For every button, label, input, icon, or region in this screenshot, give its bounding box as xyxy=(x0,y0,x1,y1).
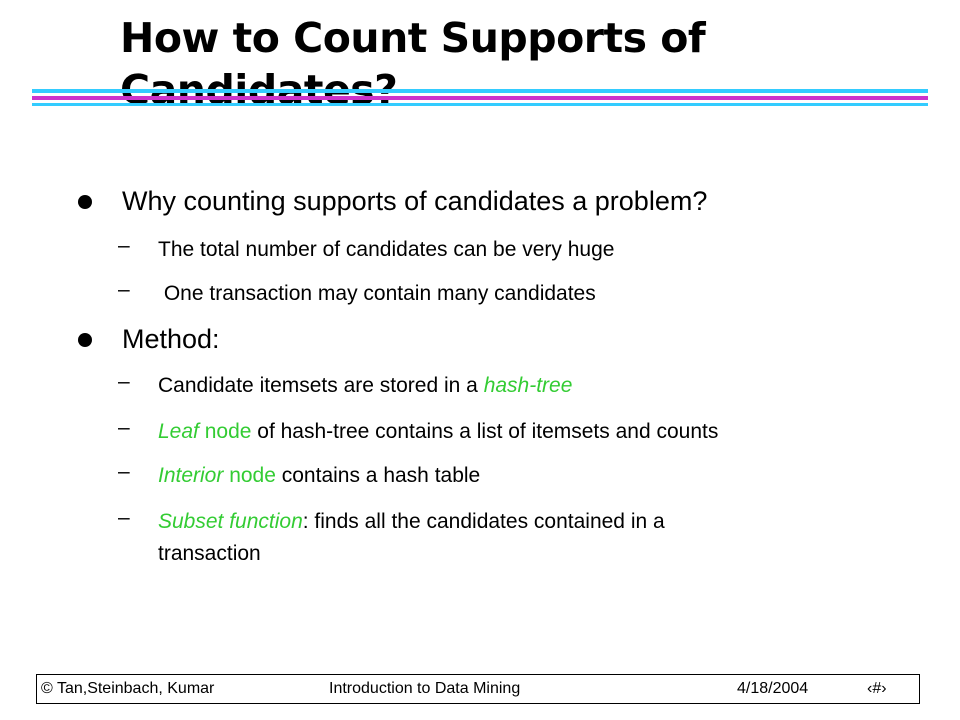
sub-bullet-item xyxy=(118,234,614,266)
sub-bullet-item xyxy=(118,460,480,492)
keyword-interior: Interior xyxy=(158,464,224,487)
sub-text-plain: contains a hash table xyxy=(275,464,481,487)
sub-bullet-item xyxy=(118,416,718,448)
dash-icon: – xyxy=(118,416,130,439)
title-rule-cyan-top xyxy=(32,89,928,93)
dash-icon: – xyxy=(118,278,130,301)
sub-bullet-text xyxy=(158,370,572,402)
footer-page-number: ‹#› xyxy=(867,680,887,697)
sub-bullet-text xyxy=(158,460,480,492)
sub-text-plain: Candidate itemsets are stored in a xyxy=(158,374,484,397)
sub-bullet-text xyxy=(158,416,718,448)
slide-footer xyxy=(36,674,920,704)
keyword-hash-tree: hash-tree xyxy=(483,374,573,397)
keyword-node: node xyxy=(223,464,276,487)
footer-copyright: © Tan,Steinbach, Kumar xyxy=(41,680,215,697)
sub-bullet-text xyxy=(158,506,665,570)
sub-bullet-text: The total number of candidates can be very huge xyxy=(158,238,615,261)
slide-title xyxy=(120,12,820,116)
title-rule-magenta xyxy=(32,96,928,100)
bullet-text: Method: xyxy=(122,324,220,354)
title-rule-cyan-bottom xyxy=(32,103,928,106)
sub-bullet-item xyxy=(118,370,572,402)
sub-text-plain: of hash-tree contains a list of itemsets and counts xyxy=(251,420,719,443)
dash-icon: – xyxy=(118,506,130,529)
sub-text-continuation: transaction xyxy=(158,542,261,565)
footer-date: 4/18/2004 xyxy=(737,680,809,697)
keyword-leaf: Leaf xyxy=(158,420,199,443)
sub-bullet-text: One transaction may contain many candidates xyxy=(158,282,596,305)
footer-course: Introduction to Data Mining xyxy=(329,680,521,697)
bullet-dot-icon xyxy=(78,195,92,209)
dash-icon: – xyxy=(118,234,130,257)
sub-text-plain: : finds all the candidates contained in a xyxy=(302,510,665,533)
dash-icon: – xyxy=(118,370,130,393)
bullet-dot-icon xyxy=(78,333,92,347)
sub-bullet-item xyxy=(118,278,596,310)
bullet-item xyxy=(78,324,220,355)
bullet-item xyxy=(78,186,707,217)
sub-bullet-item xyxy=(118,506,665,570)
keyword-subset-function: Subset function xyxy=(158,510,303,533)
dash-icon: – xyxy=(118,460,130,483)
slide-title-line1: How to Count Supports of xyxy=(120,14,706,62)
bullet-text: Why counting supports of candidates a problem? xyxy=(122,186,708,216)
keyword-node: node xyxy=(198,420,252,443)
